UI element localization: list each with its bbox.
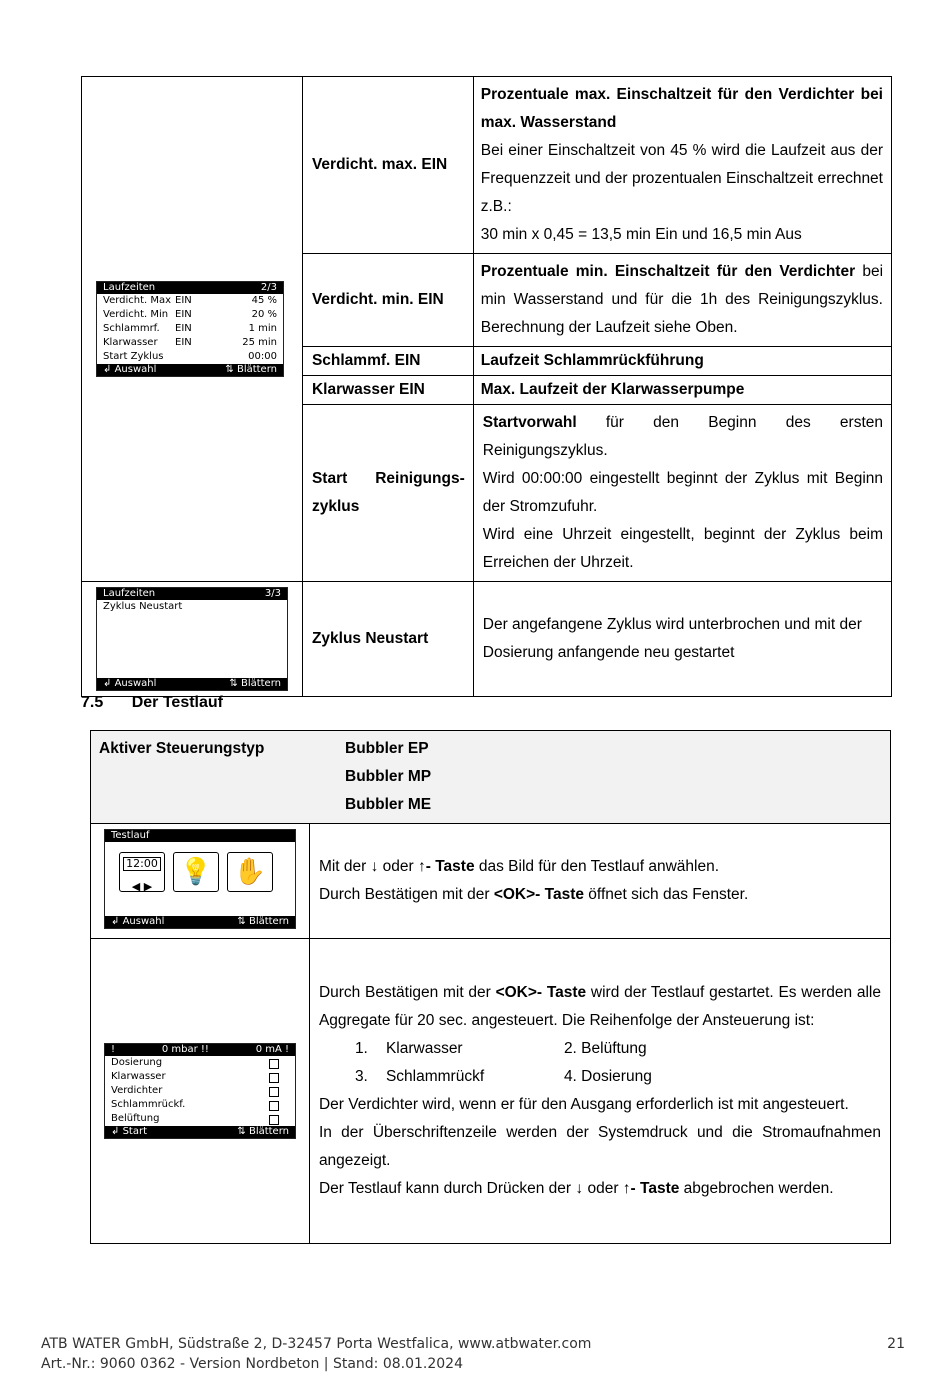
screen-cell-4: [91, 939, 310, 1244]
arrow-up-icon: ↑: [418, 858, 426, 875]
param-name: Start Reinigungs-zyklus: [302, 405, 473, 582]
screen-cell-1: [82, 77, 303, 582]
testlauf-run-desc: Durch Bestätigen mit der <OK>- Taste wird der Testlauf gestartet. Es werden alle Aggregate für 20 sec. angesteuert. Die Reihenfolge der Ansteuerung ist: 1. Klarwasser 2. Belüftung 3. Schlammrückf 4. Dosierung Der Verdichter wird, wenn er für den Ausgang erforderlich ist mit angesteuert. In der Überschriftenzeile werden der Systemdruck und die Stromaufnahmen angezeigt. Der Testlauf kann durch Drücken der ↓ oder ↑- Taste abgebrochen werden.: [309, 939, 890, 1244]
footer-version: Art.-Nr.: 9060 0362 - Version Nordbeton | Stand: 08.01.2024: [41, 1356, 463, 1372]
section-heading: [81, 694, 223, 712]
section-number: 7.5: [81, 694, 104, 711]
section-title: Der Testlauf: [131, 694, 223, 711]
lcd-screen-laufzeiten-3: Laufzeiten 3/3 Zyklus Neustart ↲ Auswahl ⇅ Blättern: [96, 587, 288, 691]
param-desc: Startvorwahl für den Beginn des ersten Reinigungszyklus. Wird 00:00:00 eingestellt beginnt der Zyklus mit Beginn der Stromzufuhr. Wird eine Uhrzeit eingestellt, beginnt der Zyklus beim Erreichen der Uhrzeit.: [473, 405, 891, 582]
lcd-row: Dosierung: [105, 1056, 295, 1070]
param-desc: Der angefangene Zyklus wird unterbrochen und mit der Dosierung anfangende neu gestartet: [473, 582, 891, 697]
page-number: 21: [887, 1336, 905, 1352]
control-type: Bubbler ME: [345, 796, 432, 813]
lcd-row: Schlammrückf.: [105, 1098, 295, 1112]
lcd-row: Belüftung: [105, 1112, 295, 1126]
lcd-row: Schlammrf. EIN 1 min: [103, 323, 277, 334]
hand-stop-icon: ✋: [227, 852, 273, 892]
arrow-down-icon: ↓: [575, 1180, 584, 1197]
up-down-arrows-icon: ⇅: [237, 1126, 246, 1137]
param-desc: Prozentuale min. Einschaltzeit für den Verdichter bei min Wasserstand und für die 1h des Reinigungszyklus. Berechnung der Laufzeit siehe Oben.: [473, 254, 891, 347]
lcd-row: Verdicht. Min EIN 20 %: [103, 309, 277, 320]
param-desc: Laufzeit Schlammrückführung: [473, 347, 891, 376]
arrow-up-icon: ↑: [622, 1180, 631, 1197]
lcd-screen-testlauf: Testlauf 12:00 ◀ ▶ 💡 ✋ ↲ Auswahl ⇅ Blättern: [104, 829, 296, 929]
return-icon: ↲: [103, 678, 112, 689]
param-name: Schlammf. EIN: [302, 347, 473, 376]
lcd-row: Start Zyklus 00:00: [103, 351, 277, 362]
control-type: Bubbler EP: [345, 740, 429, 757]
control-type-label: Aktiver Steuerungstyp: [99, 740, 265, 757]
lcd-row: Zyklus Neustart: [103, 601, 183, 612]
control-type: Bubbler MP: [345, 768, 432, 785]
runtime-table: [81, 76, 892, 697]
checkbox-icon: [269, 1059, 279, 1069]
up-down-arrows-icon: ⇅: [225, 364, 234, 375]
param-desc: Max. Laufzeit der Klarwasserpumpe: [473, 376, 891, 405]
param-name: Verdicht. min. EIN: [302, 254, 473, 347]
param-name: Zyklus Neustart: [302, 582, 473, 697]
up-down-arrows-icon: ⇅: [229, 678, 238, 689]
return-icon: ↲: [103, 364, 112, 375]
clock-icon: 12:00 ◀ ▶: [119, 852, 165, 892]
lightbulb-icon: 💡: [173, 852, 219, 892]
lcd-title: Laufzeiten: [103, 282, 156, 293]
screen-cell-2: [82, 582, 303, 697]
param-name: Klarwasser EIN: [302, 376, 473, 405]
lcd-row: Klarwasser EIN 25 min: [103, 337, 277, 348]
lcd-screen-testlauf-run: ! 0 mbar !! 0 mA ! Dosierung Klarwasser Verdichter Schlammrückf. Belüftung ↲ Start ⇅ Blättern: [104, 1043, 296, 1139]
checkbox-icon: [269, 1073, 279, 1083]
lcd-page: 2/3: [260, 282, 277, 293]
param-desc: Prozentuale max. Einschaltzeit für den Verdichter bei max. Wasserstand Bei einer Einschaltzeit von 45 % wird die Laufzeit aus der Frequenzzeit und der prozentualen Einschaltzeit errechnet z.B.: 30 min x 0,45 = 13,5 min Ein und 16,5 min Aus: [473, 77, 891, 254]
screen-cell-3: [91, 824, 310, 939]
checkbox-icon: [269, 1087, 279, 1097]
footer-address: ATB WATER GmbH, Südstraße 2, D-32457 Porta Westfalica, www.atbwater.com: [41, 1336, 592, 1352]
checkbox-icon: [269, 1115, 279, 1125]
testlauf-table: [90, 730, 891, 1244]
control-type-row: [91, 731, 891, 824]
testlauf-select-desc: Mit der ↓ oder ↑- Taste das Bild für den Testlauf anwählen. Durch Bestätigen mit der <OK>- Taste öffnet sich das Fenster.: [309, 824, 890, 939]
checkbox-icon: [269, 1101, 279, 1111]
arrow-down-icon: ↓: [370, 858, 379, 875]
return-icon: ↲: [111, 916, 120, 927]
lcd-row: Verdicht. Max EIN 45 %: [103, 295, 277, 306]
order-list-item: 1. Klarwasser 2. Belüftung: [354, 1040, 647, 1057]
lcd-row: Klarwasser: [105, 1070, 295, 1084]
lcd-row: Verdichter: [105, 1084, 295, 1098]
return-icon: ↲: [111, 1126, 120, 1137]
up-down-arrows-icon: ⇅: [237, 916, 246, 927]
param-name: Verdicht. max. EIN: [302, 77, 473, 254]
order-list-item: 3. Schlammrückf 4. Dosierung: [354, 1068, 652, 1085]
lcd-screen-laufzeiten-2: Laufzeiten 2/3 Verdicht. Max EIN 45 % Verdicht. Min EIN 20 % Schlammrf. EIN 1 min Klarwasser EIN 25 min Start Zyklus 00:00 ↲ Auswahl ⇅ Blättern: [96, 281, 284, 377]
